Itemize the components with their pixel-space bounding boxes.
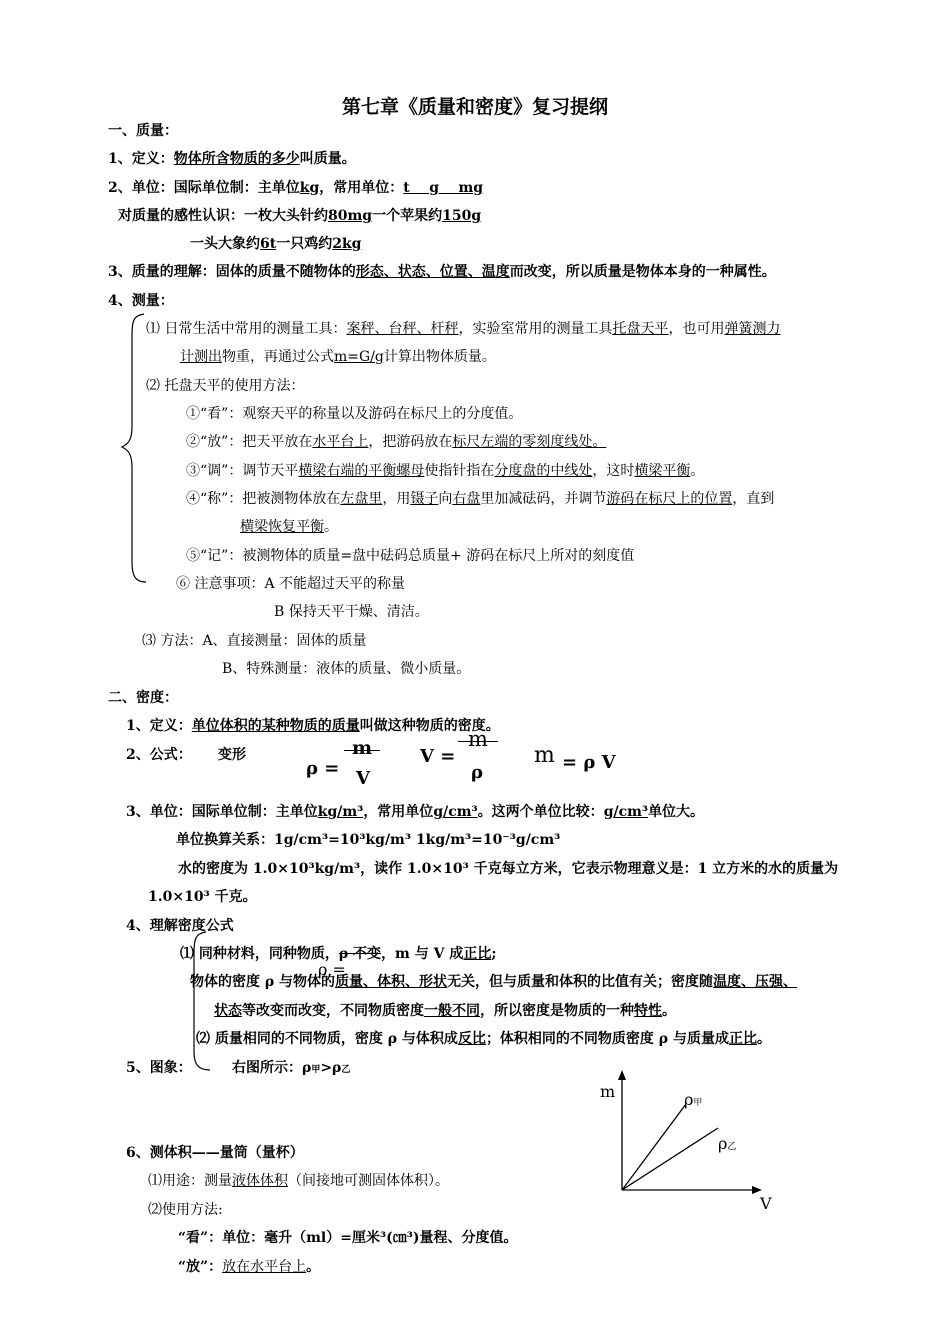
formula-v-numerator: m <box>468 727 488 751</box>
cylinder-step-look: “看”：单位：毫升（ml）=厘米³(㎝³)量程、分度值。 <box>178 1230 518 1246</box>
unit-conversion: 单位换算关系：1g/cm³=10³kg/m³ 1kg/m³=10⁻³g/cm³ <box>176 832 561 848</box>
formula-rho-fraction-bar <box>344 750 380 751</box>
density-point-1b: 物体的密度 ρ 与物体的质量、体积、形状无关，但与质量和体积的比值有关；密度随温度、压强、 <box>190 974 798 990</box>
mass-perception-1: 对质量的感性认识：一枚大头针约80mg一个苹果约150g <box>118 208 482 224</box>
balance-step-look: ①“看”：观察天平的称量以及游码在标尺上的分度值。 <box>186 406 523 422</box>
mass-units: 2、单位：国际单位制：主单位kg，常用单位：t g mg <box>108 180 484 196</box>
measurement-tools-cont: 计测出物重，再通过公式m=G/g计算出物体质量。 <box>180 349 496 365</box>
measure-methods-b: B、特殊测量：液体的质量、微小质量。 <box>222 661 471 677</box>
graph-x-label: V <box>760 1194 772 1213</box>
mass-definition: 1、定义：物体所含物质的多少叫质量。 <box>108 151 356 167</box>
density-graph-note: 右图所示：ρ甲>ρ乙 <box>232 1060 351 1076</box>
graph-line-yi <box>622 1128 718 1190</box>
formula-variant-label: 变形 <box>218 747 246 763</box>
formula-rho-lhs: ρ = <box>306 758 340 779</box>
balance-step-weigh: ④“称”：把被测物体放在左盘里，用镊子向右盘里加减砝码，并调节游码在标尺上的位置，直到 <box>186 491 775 507</box>
density-point-2: ⑵ 质量相同的不同物质，密度 ρ 与体积成反比；体积相同的不同物质密度 ρ 与质量成正比。 <box>196 1031 771 1047</box>
measurement-tools: ⑴ 日常生活中常用的测量工具：案秤、台秤、杆秤，实验室常用的测量工具托盘天平，也可用弹簧测力 <box>146 321 781 337</box>
formula-v-fraction-bar <box>458 741 498 742</box>
brace-bracket <box>118 312 148 584</box>
graduated-cylinder-method: ⑵使用方法: <box>148 1202 223 1218</box>
balance-step-record: ⑤“记”：被测物体的质量=盘中砝码总质量+ 游码在标尺上所对的刻度值 <box>186 548 635 564</box>
cylinder-step-place: “放”：放在水平台上。 <box>178 1259 321 1275</box>
water-density-cont: 1.0×10³ 千克。 <box>148 889 257 905</box>
formula-v-denominator: ρ <box>471 762 483 783</box>
density-definition: 1、定义：单位体积的某种物质的质量叫做这种物质的密度。 <box>126 718 500 734</box>
balance-usage-heading: ⑵ 托盘天平的使用方法： <box>146 378 305 394</box>
balance-notes: ⑥ 注意事项：A 不能超过天平的称量 <box>176 576 406 592</box>
balance-step-place: ②“放”：把天平放在水平台上，把游码放在标尺左端的零刻度线处。 <box>186 434 607 450</box>
formula-m-rhs: = ρ V <box>562 752 616 773</box>
formula-m-lhs: m <box>534 743 555 768</box>
balance-step-weigh-cont: 横梁恢复平衡。 <box>240 519 338 535</box>
graph-line-jia-label: ρ甲 <box>684 1090 703 1109</box>
density-point-1c: 状态等改变而改变，不同物质密度一般不同，所以密度是物质的一种特性。 <box>214 1003 676 1019</box>
measurement-heading: 4、测量： <box>108 293 174 309</box>
formula-v-lhs: V = <box>420 746 456 767</box>
density-formula-label: 2、公式： <box>126 747 192 763</box>
balance-step-adjust: ③“调”：调节天平横梁右端的平衡螺母使指针指在分度盘的中线处，这时横梁平衡。 <box>186 463 705 479</box>
graph-x-arrow <box>752 1186 762 1194</box>
formula-rho-numerator: m <box>352 737 373 759</box>
mass-perception-2: 一头大象约6t一只鸡约2kg <box>190 236 362 252</box>
density-point-1: ⑴ 同种材料，同种物质，ρ 不变，m 与 V 成正比; <box>180 946 497 962</box>
balance-notes-b: B 保持天平干燥、清洁。 <box>274 604 429 620</box>
density-understanding-heading: 4、理解密度公式 <box>126 918 234 934</box>
section-heading-density: 二、密度： <box>108 690 178 706</box>
graph-y-arrow <box>618 1070 626 1080</box>
graph-line-yi-label: ρ乙 <box>718 1134 737 1153</box>
mass-understanding: 3、质量的理解：固体的质量不随物体的形态、状态、位置、温度而改变，所以质量是物体本身的一种属性。 <box>108 264 776 280</box>
page-title: 第七章《质量和密度》复习提纲 <box>341 96 608 118</box>
water-density: 水的密度为 1.0×10³kg/m³，读作 1.0×10³ 千克每立方米，它表示物理意义是：1 立方米的水的质量为 <box>178 861 839 877</box>
formula-rho-small: ρ = <box>318 960 346 979</box>
measure-methods: ⑶ 方法：A、直接测量：固体的质量 <box>142 633 367 649</box>
graph-y-label: m <box>600 1082 616 1101</box>
section-heading-mass: 一、质量： <box>108 123 178 139</box>
graduated-cylinder-use: ⑴用途：测量液体体积（间接地可测固体体积）。 <box>148 1173 449 1189</box>
density-units: 3、单位：国际单位制：主单位kg/m³，常用单位g/cm³。这两个单位比较：g/cm³单位大。 <box>126 804 705 820</box>
volume-measure-heading: 6、测体积——量筒（量杯） <box>126 1145 304 1161</box>
formula-rho-denominator: V <box>356 768 370 789</box>
density-graph-heading: 5、图象： <box>126 1060 192 1076</box>
graph-line-jia <box>622 1104 686 1190</box>
